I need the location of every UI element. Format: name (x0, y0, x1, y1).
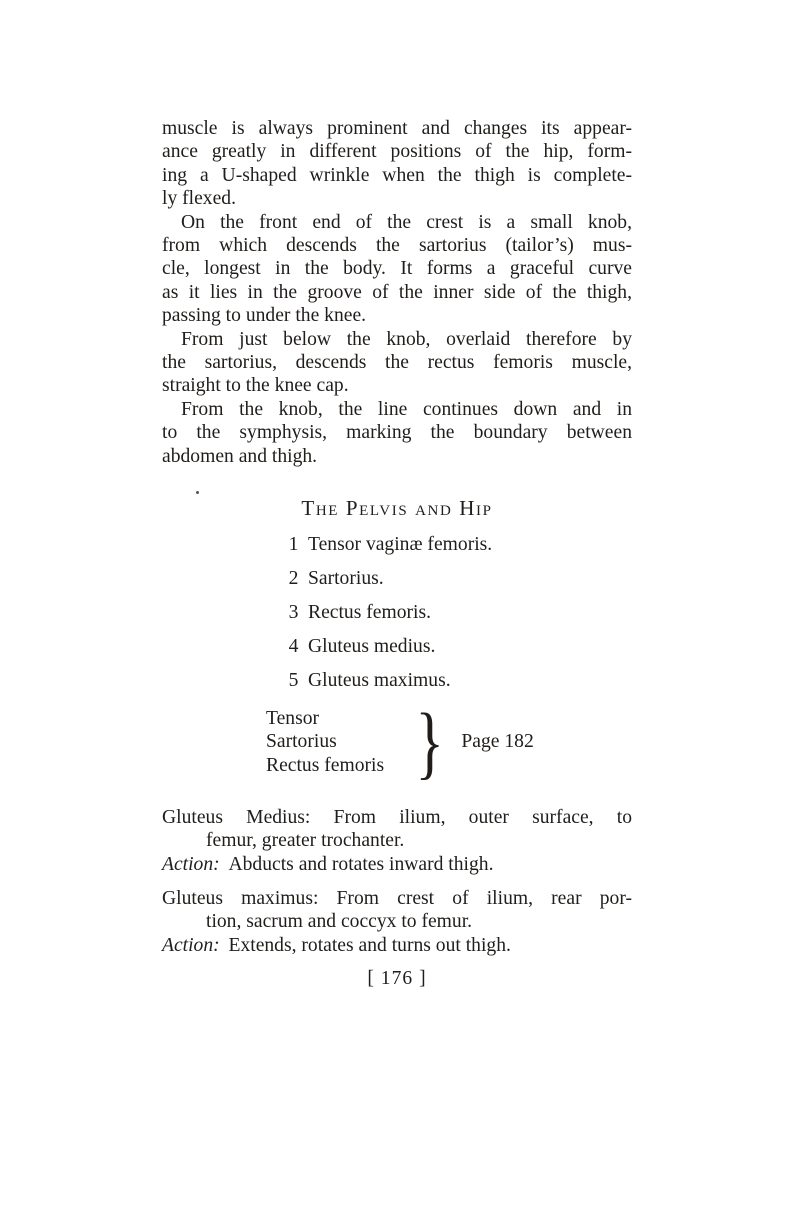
list-item-label: Rectus femoris. (308, 602, 431, 623)
list-item-number: 1 (288, 534, 299, 555)
list-item (287, 567, 492, 590)
origin-line: Gluteus Medius: From ilium, outer surface, to (162, 807, 632, 828)
text-line: passing to under the knee. (162, 305, 367, 327)
list-item-label: Gluteus maximus. (308, 670, 451, 691)
text-line: From just below the knob, overlaid therefore by (181, 328, 632, 350)
paragraph (162, 211, 632, 328)
origin-line: Gluteus maximus: From crest of ilium, rear por- (162, 887, 632, 909)
text-line: On the front end of the crest is a small knob, (181, 211, 632, 233)
paragraph (162, 398, 632, 468)
list-item-number: 3 (288, 602, 299, 623)
text-line: the sartorius, descends the rectus femoris muscle, (162, 352, 632, 374)
text-line: from which descends the sartorius (tailor’s) mus- (162, 235, 632, 257)
brace-glyph: } (415, 696, 444, 787)
text-line: straight to the knee cap. (162, 375, 349, 397)
reference-muscle-names (266, 707, 410, 777)
action-text: Abducts and rotates inward thigh. (228, 853, 494, 875)
action-text: Extends, rotates and turns out thigh. (228, 934, 511, 956)
origin-line: femur, greater trochanter. (206, 830, 405, 852)
muscle-entry (162, 806, 632, 876)
reference-item: Tensor (266, 707, 320, 729)
action-line (162, 934, 632, 957)
text-line: ing a U-shaped wrinkle when the thigh is complete- (162, 164, 632, 186)
action-label: Action: (162, 934, 220, 956)
list-item (287, 533, 492, 556)
text-line: as it lies in the groove of the inner side of the thigh, (162, 281, 632, 303)
page-reference-label: Page 182 (461, 731, 534, 753)
origin-line: tion, sacrum and coccyx to femur. (206, 911, 473, 933)
muscle-entries (162, 806, 632, 957)
action-label: Action: (162, 853, 220, 875)
text-line: ance greatly in different positions of the hip, form- (162, 141, 632, 163)
action-line (162, 853, 632, 876)
list-item-number: 4 (288, 636, 299, 657)
reference-item: Sartorius (266, 731, 337, 753)
page-reference-group (266, 696, 534, 787)
text-line: to the symphysis, marking the boundary between (162, 422, 632, 444)
text-line: muscle is always prominent and changes its appear- (162, 118, 632, 139)
muscle-entry (162, 887, 632, 957)
page-number: [ 176 ] (367, 968, 427, 989)
list-item-label: Gluteus medius. (308, 636, 436, 657)
text-line: cle, longest in the body. It forms a graceful curve (162, 258, 632, 280)
list-item-number: 5 (288, 670, 299, 691)
print-speck-dot (196, 491, 199, 494)
paragraph (162, 117, 632, 211)
section-heading: The Pelvis and Hip (301, 496, 493, 520)
body-text-column (162, 117, 632, 468)
list-item-number: 2 (288, 568, 299, 589)
reference-item: Rectus femoris (266, 754, 385, 776)
list-item-label: Sartorius. (308, 568, 384, 589)
list-item (287, 635, 492, 658)
list-item (287, 669, 492, 692)
text-line: abdomen and thigh. (162, 445, 318, 467)
list-item (287, 601, 492, 624)
muscle-list (287, 533, 492, 703)
text-line: ly flexed. (162, 188, 236, 210)
list-item-label: Tensor vaginæ femoris. (308, 534, 493, 555)
paragraph (162, 328, 632, 398)
text-line: From the knob, the line continues down and in (181, 398, 632, 420)
